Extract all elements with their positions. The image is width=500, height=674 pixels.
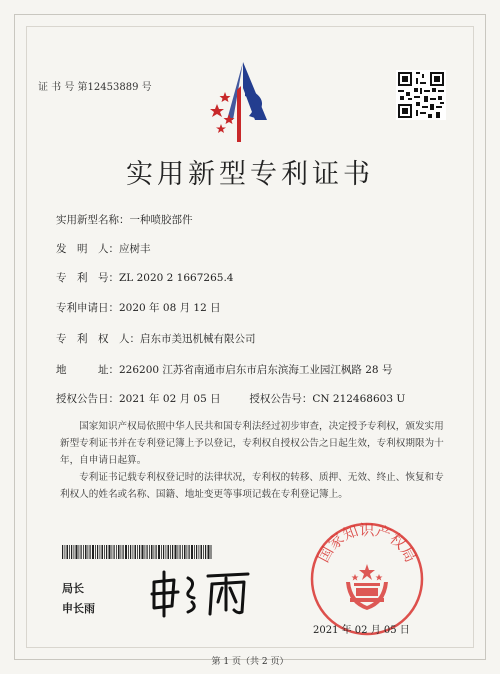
paragraph-grant: 国家知识产权局依照中华人民共和国专利法经过初步审查，决定授予专利权，颁发实用新型专利证书并在专利登记簿上予以登记，专利权自授权公告之日起生效，专利权期限为十年，自申请日起算。 (60, 421, 444, 466)
field-label: 授权公告日： (56, 393, 119, 405)
field-utility-model-name (56, 212, 193, 227)
field-value-2: CN 212468603 U (312, 393, 406, 405)
field-patent-number (56, 270, 233, 285)
field-value: ZL 2020 2 1667265.4 (119, 272, 234, 284)
cnipa-logo-icon (203, 58, 273, 144)
field-patentee (56, 331, 256, 346)
field-label: 专利申请日： (56, 302, 119, 314)
paragraph-legal-status: 专利证书记载专利权登记时的法律状况，专利权的转移、质押、无效、终止、恢复和专利权人的姓名或名称、国籍、地址变更等事项记载在专利登记簿上。 (60, 472, 444, 500)
field-label: 地 址： (56, 364, 119, 376)
field-application-date (56, 300, 221, 315)
chief-title: 局长 (62, 582, 84, 595)
field-address (56, 362, 392, 377)
seal-date: 2021 年 02 月 05 日 (313, 625, 410, 636)
page-indicator: 第 1 页（共 2 页） (211, 657, 289, 667)
field-grant-announcement (56, 391, 405, 406)
field-value: 226200 江苏省南通市启东市启东滨海工业园江枫路 28 号 (119, 364, 393, 376)
barcode-icon (62, 545, 212, 559)
chief-name: 申长雨 (62, 602, 95, 615)
field-label: 发 明 人： (56, 243, 119, 255)
field-label: 专 利 权 人： (56, 333, 140, 345)
field-value: 一种喷胶部件 (129, 214, 193, 226)
field-value: 启东市美迅机械有限公司 (140, 333, 256, 345)
field-value: 应树丰 (119, 243, 151, 255)
field-value: 2020 年 08 月 12 日 (119, 302, 221, 314)
seal-text: 国家知识产权局 (314, 520, 420, 566)
svg-text:国家知识产权局 (314, 521, 420, 566)
qr-code-icon[interactable] (396, 70, 446, 120)
field-label: 专 利 号： (56, 272, 119, 284)
signature-icon (148, 568, 258, 618)
certificate-title: 实用新型专利证书 (126, 159, 374, 190)
field-value: 2021 年 02 月 05 日 (119, 393, 221, 405)
certificate-number: 证 书 号 第12453889 号 (38, 82, 152, 93)
field-label-2: 授权公告号： (249, 393, 313, 405)
field-label: 实用新型名称： (56, 214, 130, 226)
field-inventor (56, 241, 151, 256)
